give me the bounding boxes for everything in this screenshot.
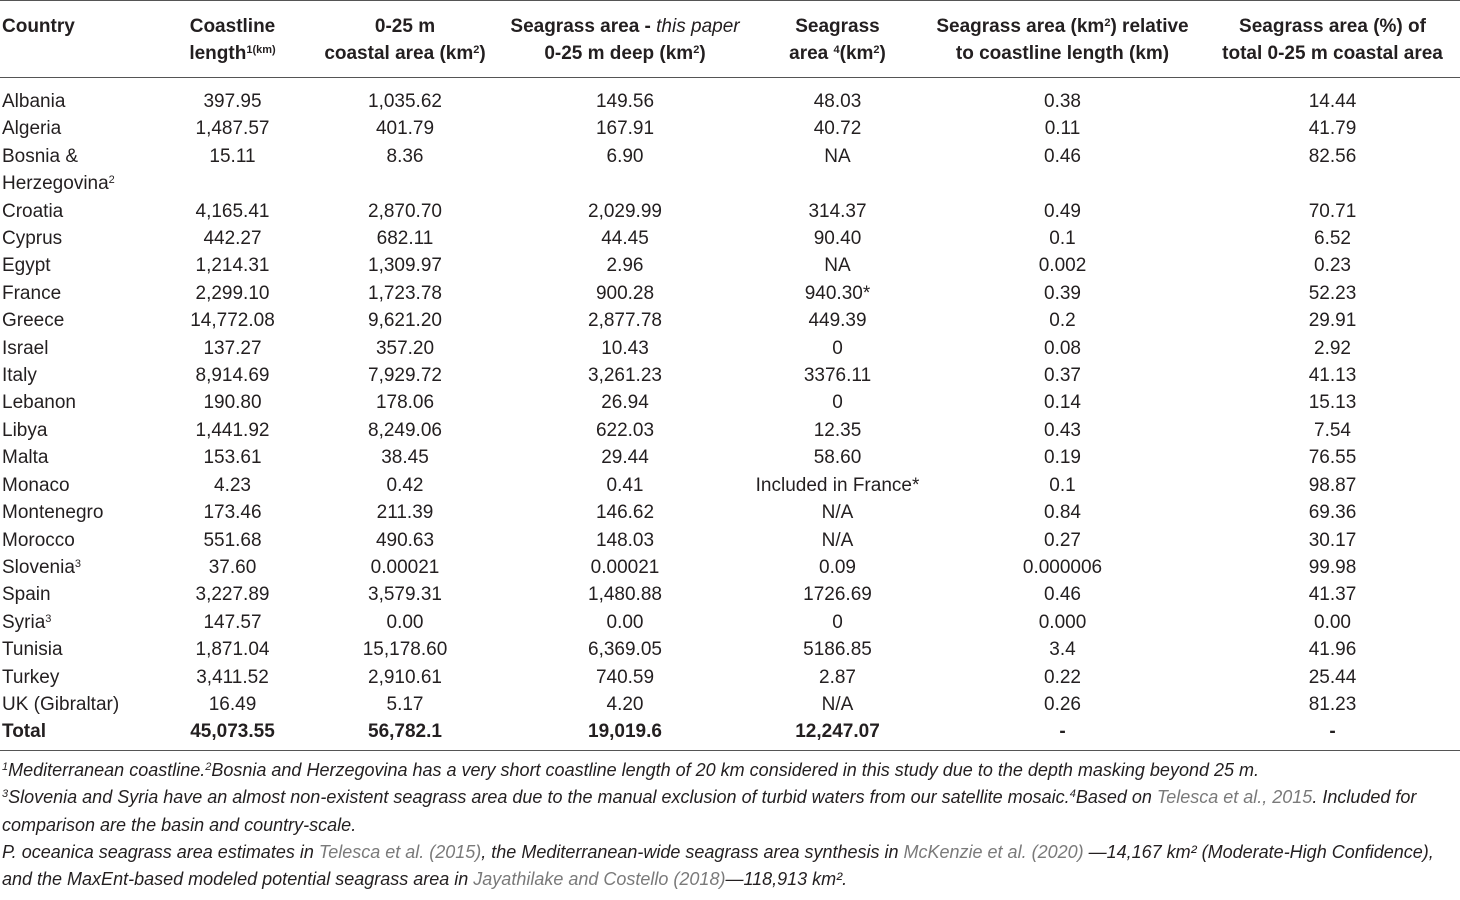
table-row — [0, 78, 1460, 116]
cell-coastline: 15.11 — [209, 145, 256, 167]
header-seagrass-area: Seagrass area $^4(km^2)$ — [755, 1, 920, 78]
ref-telesca-2015-link[interactable]: Telesca et al., 2015 — [1156, 787, 1313, 808]
cell-coastal: 2,910.61 — [368, 666, 442, 688]
cell-seagrass: 48.03 — [813, 91, 862, 112]
cell-coastal: 1,723.78 — [368, 282, 442, 304]
cell-coastline: 4,165.41 — [195, 200, 270, 222]
cell-paper: 1,480.88 — [588, 584, 662, 606]
cell-coastal: 0.42 — [386, 474, 424, 496]
cell-coastal: 9,621.20 — [368, 310, 442, 332]
cell-paper: 4.20 — [606, 693, 644, 715]
cell-country: France — [2, 282, 62, 304]
cell-relative: 3.4 — [1049, 639, 1076, 661]
cell-percent: 6.52 — [1314, 228, 1351, 250]
cell-percent: 25.44 — [1308, 666, 1357, 688]
cell-paper: 149.56 — [595, 91, 655, 112]
cell-coastline: 137.27 — [203, 337, 262, 359]
cell-coastal: 178.06 — [375, 392, 435, 414]
cell-relative: 0.27 — [1044, 529, 1081, 551]
cell-country: Cyprus — [2, 228, 63, 250]
cell-percent: 41.96 — [1308, 639, 1357, 661]
ref-jayathilake-link[interactable]: Jayathilake and Costello (2018) — [473, 869, 726, 890]
cell-country: Turkey — [2, 666, 60, 688]
cell-seagrass: 314.37 — [808, 200, 867, 222]
cell-coastline: 147.57 — [203, 611, 262, 633]
cell-paper: 6.90 — [606, 145, 644, 167]
cell-relative: 0.49 — [1044, 200, 1081, 222]
cell-percent: 41.37 — [1308, 584, 1357, 606]
cell-relative: 0.22 — [1044, 666, 1081, 688]
cell-seagrass: N/A — [821, 529, 854, 551]
cell-coastal: 682.11 — [376, 228, 434, 250]
cell-seagrass: 40.72 — [813, 118, 862, 140]
cell-country: Egypt — [2, 255, 51, 277]
cell-seagrass: 12.35 — [813, 419, 862, 441]
cell-paper: 2.96 — [606, 255, 644, 277]
cell-coastal: 490.63 — [375, 529, 435, 551]
cell-seagrass: Included in France* — [755, 474, 920, 496]
cell-relative: 0.1 — [1049, 474, 1076, 496]
cell-seagrass: 2.87 — [819, 666, 856, 688]
table-row — [0, 225, 1460, 252]
cell-percent: 30.17 — [1308, 529, 1357, 551]
table-row — [0, 554, 1460, 581]
cell-coastal: 357.20 — [375, 337, 435, 359]
cell-coastal: 401.79 — [375, 118, 435, 140]
cell-paper: 10.43 — [601, 337, 649, 359]
cell-seagrass: 90.40 — [813, 228, 862, 250]
cell-percent: 76.55 — [1308, 447, 1357, 469]
cell-coastal: 3,579.31 — [368, 584, 442, 606]
cell-seagrass: 0.09 — [819, 556, 856, 578]
cell-relative: 0.38 — [1044, 91, 1081, 112]
cell-seagrass: 0 — [832, 611, 843, 633]
cell-coastline: 4.23 — [214, 474, 251, 496]
cell-coastal: 1,035.62 — [368, 91, 442, 112]
cell-total-paper: 19,019.6 — [495, 718, 755, 750]
cell-coastline: 8,914.69 — [195, 365, 270, 387]
cell-coastline: 1,871.04 — [195, 639, 270, 661]
cell-relative: 0.39 — [1044, 282, 1081, 304]
cell-coastal: 38.45 — [381, 447, 429, 469]
cell-percent: 69.36 — [1308, 502, 1357, 524]
cell-paper: 900.28 — [595, 282, 655, 304]
cell-coastal: 5.17 — [386, 693, 424, 715]
cell-percent: 0.23 — [1314, 255, 1351, 277]
footnote-5: P. oceanica seagrass area estimates in Telesca et al. (2015), the Mediterranean-wide seagrass area synthesis in McKenzie et al. (2020) —14,167 km² (Moderate-High Confidence), and the MaxEnt-based modeled potential seagrass area in Jayathilake and Costello (2018)—118,913 km². — [2, 841, 1434, 890]
cell-paper: 622.03 — [595, 419, 655, 441]
cell-percent: 29.91 — [1308, 310, 1357, 332]
table-row — [0, 472, 1460, 499]
cell-coastal: 8,249.06 — [368, 419, 442, 441]
table-row — [0, 581, 1460, 608]
cell-relative: 0.2 — [1049, 310, 1076, 332]
cell-percent: 98.87 — [1308, 474, 1357, 496]
cell-seagrass: 5186.85 — [803, 639, 872, 661]
table-row — [0, 527, 1460, 554]
table-header-row — [0, 1, 1460, 78]
ref-telesca-link[interactable]: Telesca et al. (2015) — [318, 841, 482, 862]
cell-paper: 29.44 — [601, 447, 649, 469]
cell-coastal: 15,178.60 — [362, 639, 448, 661]
cell-coastline: 16.49 — [208, 693, 257, 715]
cell-coastal: 7,929.72 — [368, 365, 442, 387]
table-footnotes — [0, 751, 1460, 894]
cell-country: Monaco — [2, 474, 70, 496]
cell-paper: 167.91 — [595, 118, 655, 140]
cell-country: Malta — [2, 447, 49, 469]
cell-country: Spain — [2, 584, 51, 606]
cell-coastal: 2,870.70 — [368, 200, 442, 222]
cell-percent: 70.71 — [1308, 200, 1357, 222]
cell-percent: 0.00 — [1314, 611, 1351, 633]
cell-relative: 0.43 — [1044, 419, 1081, 441]
cell-seagrass: N/A — [821, 693, 854, 715]
cell-coastline: 551.68 — [203, 529, 262, 551]
table-row — [0, 636, 1460, 663]
cell-country: Croatia — [2, 200, 64, 222]
cell-percent: 52.23 — [1308, 282, 1357, 304]
cell-seagrass: NA — [824, 255, 851, 277]
cell-paper: 6,369.05 — [588, 639, 662, 661]
header-percent: Seagrass area (%) of total 0-25 m coastal area — [1205, 1, 1460, 78]
header-seagrass-paper: Seagrass area - this paper 0-25 m deep $(km^2)$ — [495, 1, 755, 78]
table-row — [0, 115, 1460, 142]
cell-country: Bosnia & Herzegovina$^2$ — [2, 145, 115, 195]
table-row — [0, 307, 1460, 334]
cell-paper: 146.62 — [595, 502, 655, 524]
header-country: Country — [0, 1, 150, 78]
cell-relative: 0.000006 — [1022, 556, 1103, 578]
cell-seagrass: 58.60 — [813, 447, 862, 469]
cell-percent: 14.44 — [1308, 91, 1357, 112]
cell-paper: 148.03 — [595, 529, 655, 551]
cell-relative: 0.002 — [1038, 255, 1087, 277]
cell-percent: 82.56 — [1308, 145, 1357, 167]
cell-total-percent: - — [1205, 718, 1460, 750]
cell-paper: 2,877.78 — [588, 310, 662, 332]
cell-relative: 0.37 — [1044, 365, 1081, 387]
cell-coastal: 0.00021 — [370, 556, 440, 578]
cell-seagrass: 0 — [832, 337, 843, 359]
cell-coastal: 211.39 — [376, 502, 434, 524]
cell-percent: 41.79 — [1308, 118, 1357, 140]
cell-relative: 0.46 — [1044, 584, 1081, 606]
footnote-3-4: $^3$Slovenia and Syria have an almost non-existent seagrass area due to the manual exclusion of turbid waters from our satellite mosaic.$^4$Based on Telesca et al., 2015. Included for comparison are the basin and country-scale. — [2, 787, 1417, 835]
table-row — [0, 417, 1460, 444]
cell-relative: 0.1 — [1049, 228, 1076, 250]
cell-relative: 0.26 — [1044, 693, 1081, 715]
cell-paper: 0.00 — [606, 611, 644, 633]
cell-percent: 41.13 — [1308, 365, 1357, 387]
header-coastal-area: 0-25 m coastal area $(km^2)$ — [315, 1, 495, 78]
cell-country: Slovenia$^3$ — [2, 556, 82, 578]
table-row — [0, 389, 1460, 416]
cell-coastline: 173.46 — [203, 502, 262, 524]
cell-total-label: Total — [0, 718, 150, 750]
cell-country: Libya — [2, 419, 48, 441]
cell-seagrass: 940.30* — [804, 282, 871, 304]
table-row — [0, 362, 1460, 389]
cell-seagrass: 1726.69 — [803, 584, 872, 606]
cell-paper: 3,261.23 — [588, 365, 662, 387]
cell-country: Syria$^3$ — [2, 611, 52, 633]
table-row — [0, 252, 1460, 279]
cell-relative: 0.19 — [1044, 447, 1081, 469]
cell-percent: 2.92 — [1314, 337, 1351, 359]
cell-total-coastline: 45,073.55 — [150, 718, 315, 750]
cell-country: Tunisia — [2, 639, 63, 661]
cell-country: Greece — [2, 310, 65, 332]
cell-coastal: 1,309.97 — [368, 255, 442, 277]
cell-relative: 0.84 — [1044, 502, 1081, 524]
cell-coastline: 153.61 — [203, 447, 262, 469]
cell-coastline: 2,299.10 — [195, 282, 270, 304]
table-row — [0, 499, 1460, 526]
table-row — [0, 198, 1460, 225]
cell-total-relative: - — [920, 718, 1205, 750]
cell-relative: 0.14 — [1044, 392, 1081, 414]
table-row — [0, 143, 1460, 198]
cell-paper: 0.00021 — [590, 556, 660, 578]
cell-seagrass: N/A — [821, 502, 854, 524]
ref-mckenzie-link[interactable]: McKenzie et al. (2020) — [903, 841, 1084, 862]
total-row — [0, 718, 1460, 750]
cell-paper: 740.59 — [595, 666, 655, 688]
cell-coastal: 8.36 — [386, 145, 424, 167]
footnote-1-2: $^1$Mediterranean coastline.$^2$Bosnia and Herzegovina has a very short coastline length of 20 km considered in this study due to the depth masking beyond 25 m. — [2, 759, 1259, 780]
table-row — [0, 609, 1460, 636]
cell-coastline: 1,487.57 — [195, 118, 270, 140]
cell-relative: 0.46 — [1044, 145, 1081, 167]
cell-coastline: 1,441.92 — [195, 419, 270, 441]
cell-seagrass: 3376.11 — [803, 365, 872, 387]
cell-relative: 0.000 — [1038, 611, 1087, 633]
header-relative: Seagrass area $(km^2)$ relative to coastline length (km) — [920, 1, 1205, 78]
cell-coastline: 190.80 — [203, 392, 262, 414]
table-row — [0, 444, 1460, 471]
cell-country: Albania — [2, 91, 66, 112]
table-row — [0, 691, 1460, 718]
cell-paper: 26.94 — [601, 392, 649, 414]
cell-total-coastal: 56,782.1 — [315, 718, 495, 750]
cell-country: UK (Gibraltar) — [2, 693, 120, 715]
cell-percent: 99.98 — [1308, 556, 1357, 578]
cell-paper: 0.41 — [606, 474, 644, 496]
cell-country: Italy — [2, 365, 37, 387]
cell-coastline: 3,227.89 — [195, 584, 270, 606]
cell-seagrass: 0 — [832, 392, 843, 414]
cell-coastline: 3,411.52 — [196, 666, 269, 688]
cell-country: Montenegro — [2, 502, 104, 524]
cell-country: Algeria — [2, 118, 62, 140]
table-row — [0, 335, 1460, 362]
cell-coastal: 0.00 — [386, 611, 424, 633]
cell-coastline: 397.95 — [203, 91, 262, 112]
cell-total-seagrass: 12,247.07 — [755, 718, 920, 750]
header-coastline: Coastline length$^{1(km)}$ — [150, 1, 315, 78]
cell-coastline: 1,214.31 — [195, 255, 270, 277]
cell-paper: 44.45 — [601, 228, 649, 250]
cell-coastline: 37.60 — [208, 556, 257, 578]
cell-relative: 0.11 — [1044, 118, 1081, 140]
cell-country: Israel — [2, 337, 49, 359]
cell-coastline: 442.27 — [203, 228, 262, 250]
cell-seagrass: NA — [824, 145, 851, 167]
cell-percent: 81.23 — [1308, 693, 1357, 715]
table-row — [0, 280, 1460, 307]
cell-relative: 0.08 — [1044, 337, 1081, 359]
cell-country: Lebanon — [2, 392, 76, 414]
cell-percent: 7.54 — [1314, 419, 1351, 441]
cell-percent: 15.13 — [1308, 392, 1357, 414]
cell-coastline: 14,772.08 — [190, 310, 275, 332]
cell-paper: 2,029.99 — [588, 200, 662, 222]
cell-country: Morocco — [2, 529, 75, 551]
table-body — [0, 78, 1460, 751]
cell-seagrass: 449.39 — [808, 310, 867, 332]
table-row — [0, 664, 1460, 691]
